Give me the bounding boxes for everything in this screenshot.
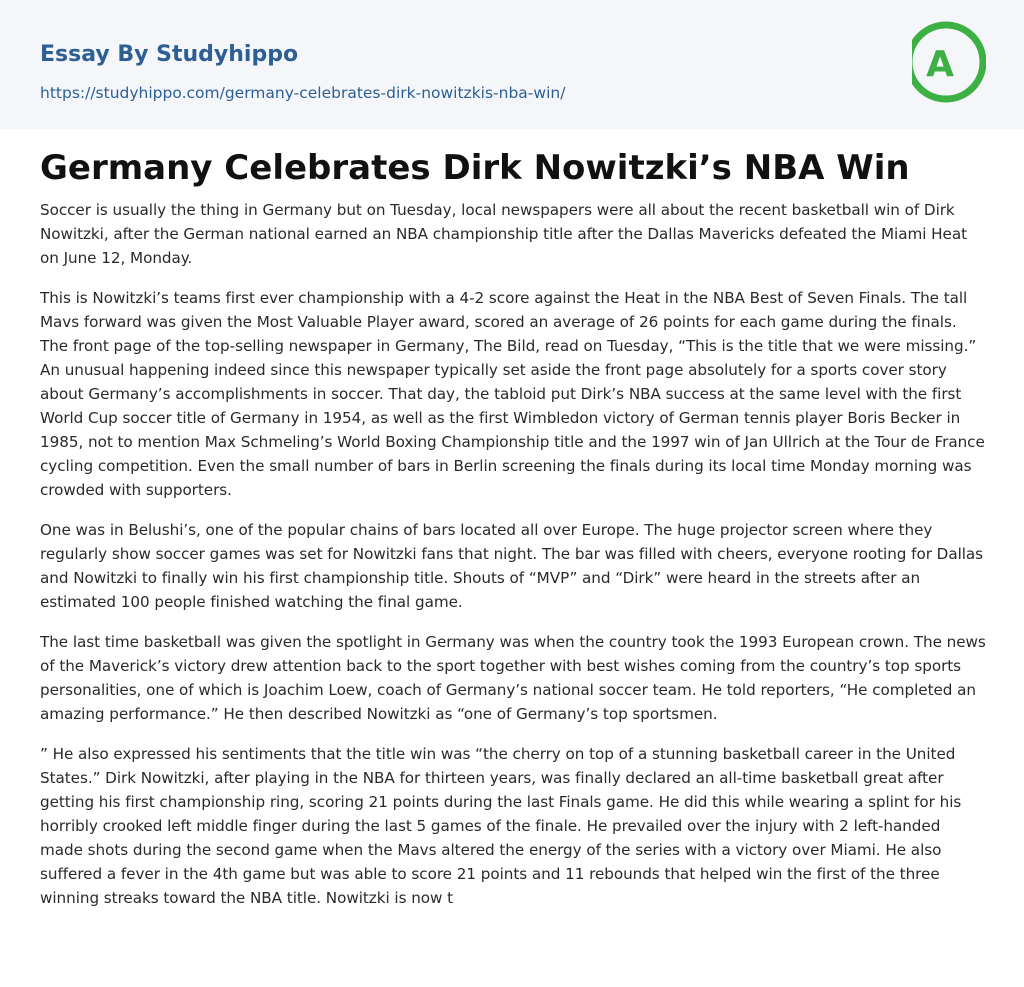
article-paragraph: ” He also expressed his sentiments that the title win was “the cherry on top of a stunning basketball career in the United States.” Dirk Nowitzki, after playing in the NBA for thirteen years, was finally declared an all-time basketball great after getting his first championship ring, scoring 21 points during the last Finals game. He did this while wearing a splint for his horribly crooked left middle finger during the last 5 games of the finale. He prevailed over the injury with 2 left-handed made shots during the second game when the Mavs altered the energy of the series with a victory over Miami. He also suffered a fever in the 4th game but was able to score 21 points and 11 rebounds that helped win the first of the three winning streaks toward the NBA title. Nowitzki is now t	[40, 745, 962, 907]
article-content	[40, 146, 986, 910]
site-header	[0, 0, 1024, 129]
site-brand[interactable]: Essay By Studyhippo	[40, 42, 299, 67]
article-paragraph: One was in Belushi’s, one of the popular chains of bars located all over Europe. The huge projector screen where they regularly show soccer games was set for Nowitzki fans that night. The bar was filled with cheers, everyone rooting for Dallas and Nowitzki to finally win his first championship title. Shouts of “MVP” and “Dirk” were heard in the streets after an estimated 100 people finished watching the final game.	[40, 521, 984, 611]
article-paragraph: The last time basketball was given the spotlight in Germany was when the country took the 1993 European crown. The news of the Maverick’s victory drew attention back to the sport together with best wishes coming from the country’s top sports personalities, one of which is Joachim Loew, coach of Germany’s national soccer team. He told reporters, “He completed an amazing performance.” He then described Nowitzki as “one of Germany’s top sportsmen.	[40, 633, 986, 723]
article-title: Germany Celebrates Dirk Nowitzki’s NBA Win	[40, 148, 910, 188]
article-paragraph: This is Nowitzki’s teams first ever championship with a 4-2 score against the Heat in the NBA Best of Seven Finals. The tall Mavs forward was given the Most Valuable Player award, scored an average of 26 points for each game during the finals. The front page of the top-selling newspaper in Germany, The Bild, read on Tuesday, “This is the title that we were missing.” An unusual happening indeed since this newspaper typically set aside the front page absolutely for a sports cover story about Germany’s accomplishments in soccer. That day, the tabloid put Dirk’s NBA success at the same level with the first World Cup soccer title of Germany in 1954, as well as the first Wimbledon victory of German tennis player Boris Becker in 1985, not to mention Max Schmeling’s World Boxing Championship title and the 1997 win of Jan Ullrich at the Tour de France cycling competition. Even the small number of bars in Berlin screening the finals during its local time Monday morning was crowded with supporters.	[40, 289, 985, 499]
article-url-link[interactable]: https://studyhippo.com/germany-celebrates-dirk-nowitzkis-nba-win/	[40, 84, 566, 102]
article-paragraph: Soccer is usually the thing in Germany but on Tuesday, local newspapers were all about the recent basketball win of Dirk Nowitzki, after the German national earned an NBA championship title after the Dallas Mavericks defeated the Miami Heat on June 12, Monday.	[40, 201, 967, 267]
logo-letter: A	[926, 44, 954, 85]
studyhippo-logo-icon[interactable]	[912, 20, 986, 104]
